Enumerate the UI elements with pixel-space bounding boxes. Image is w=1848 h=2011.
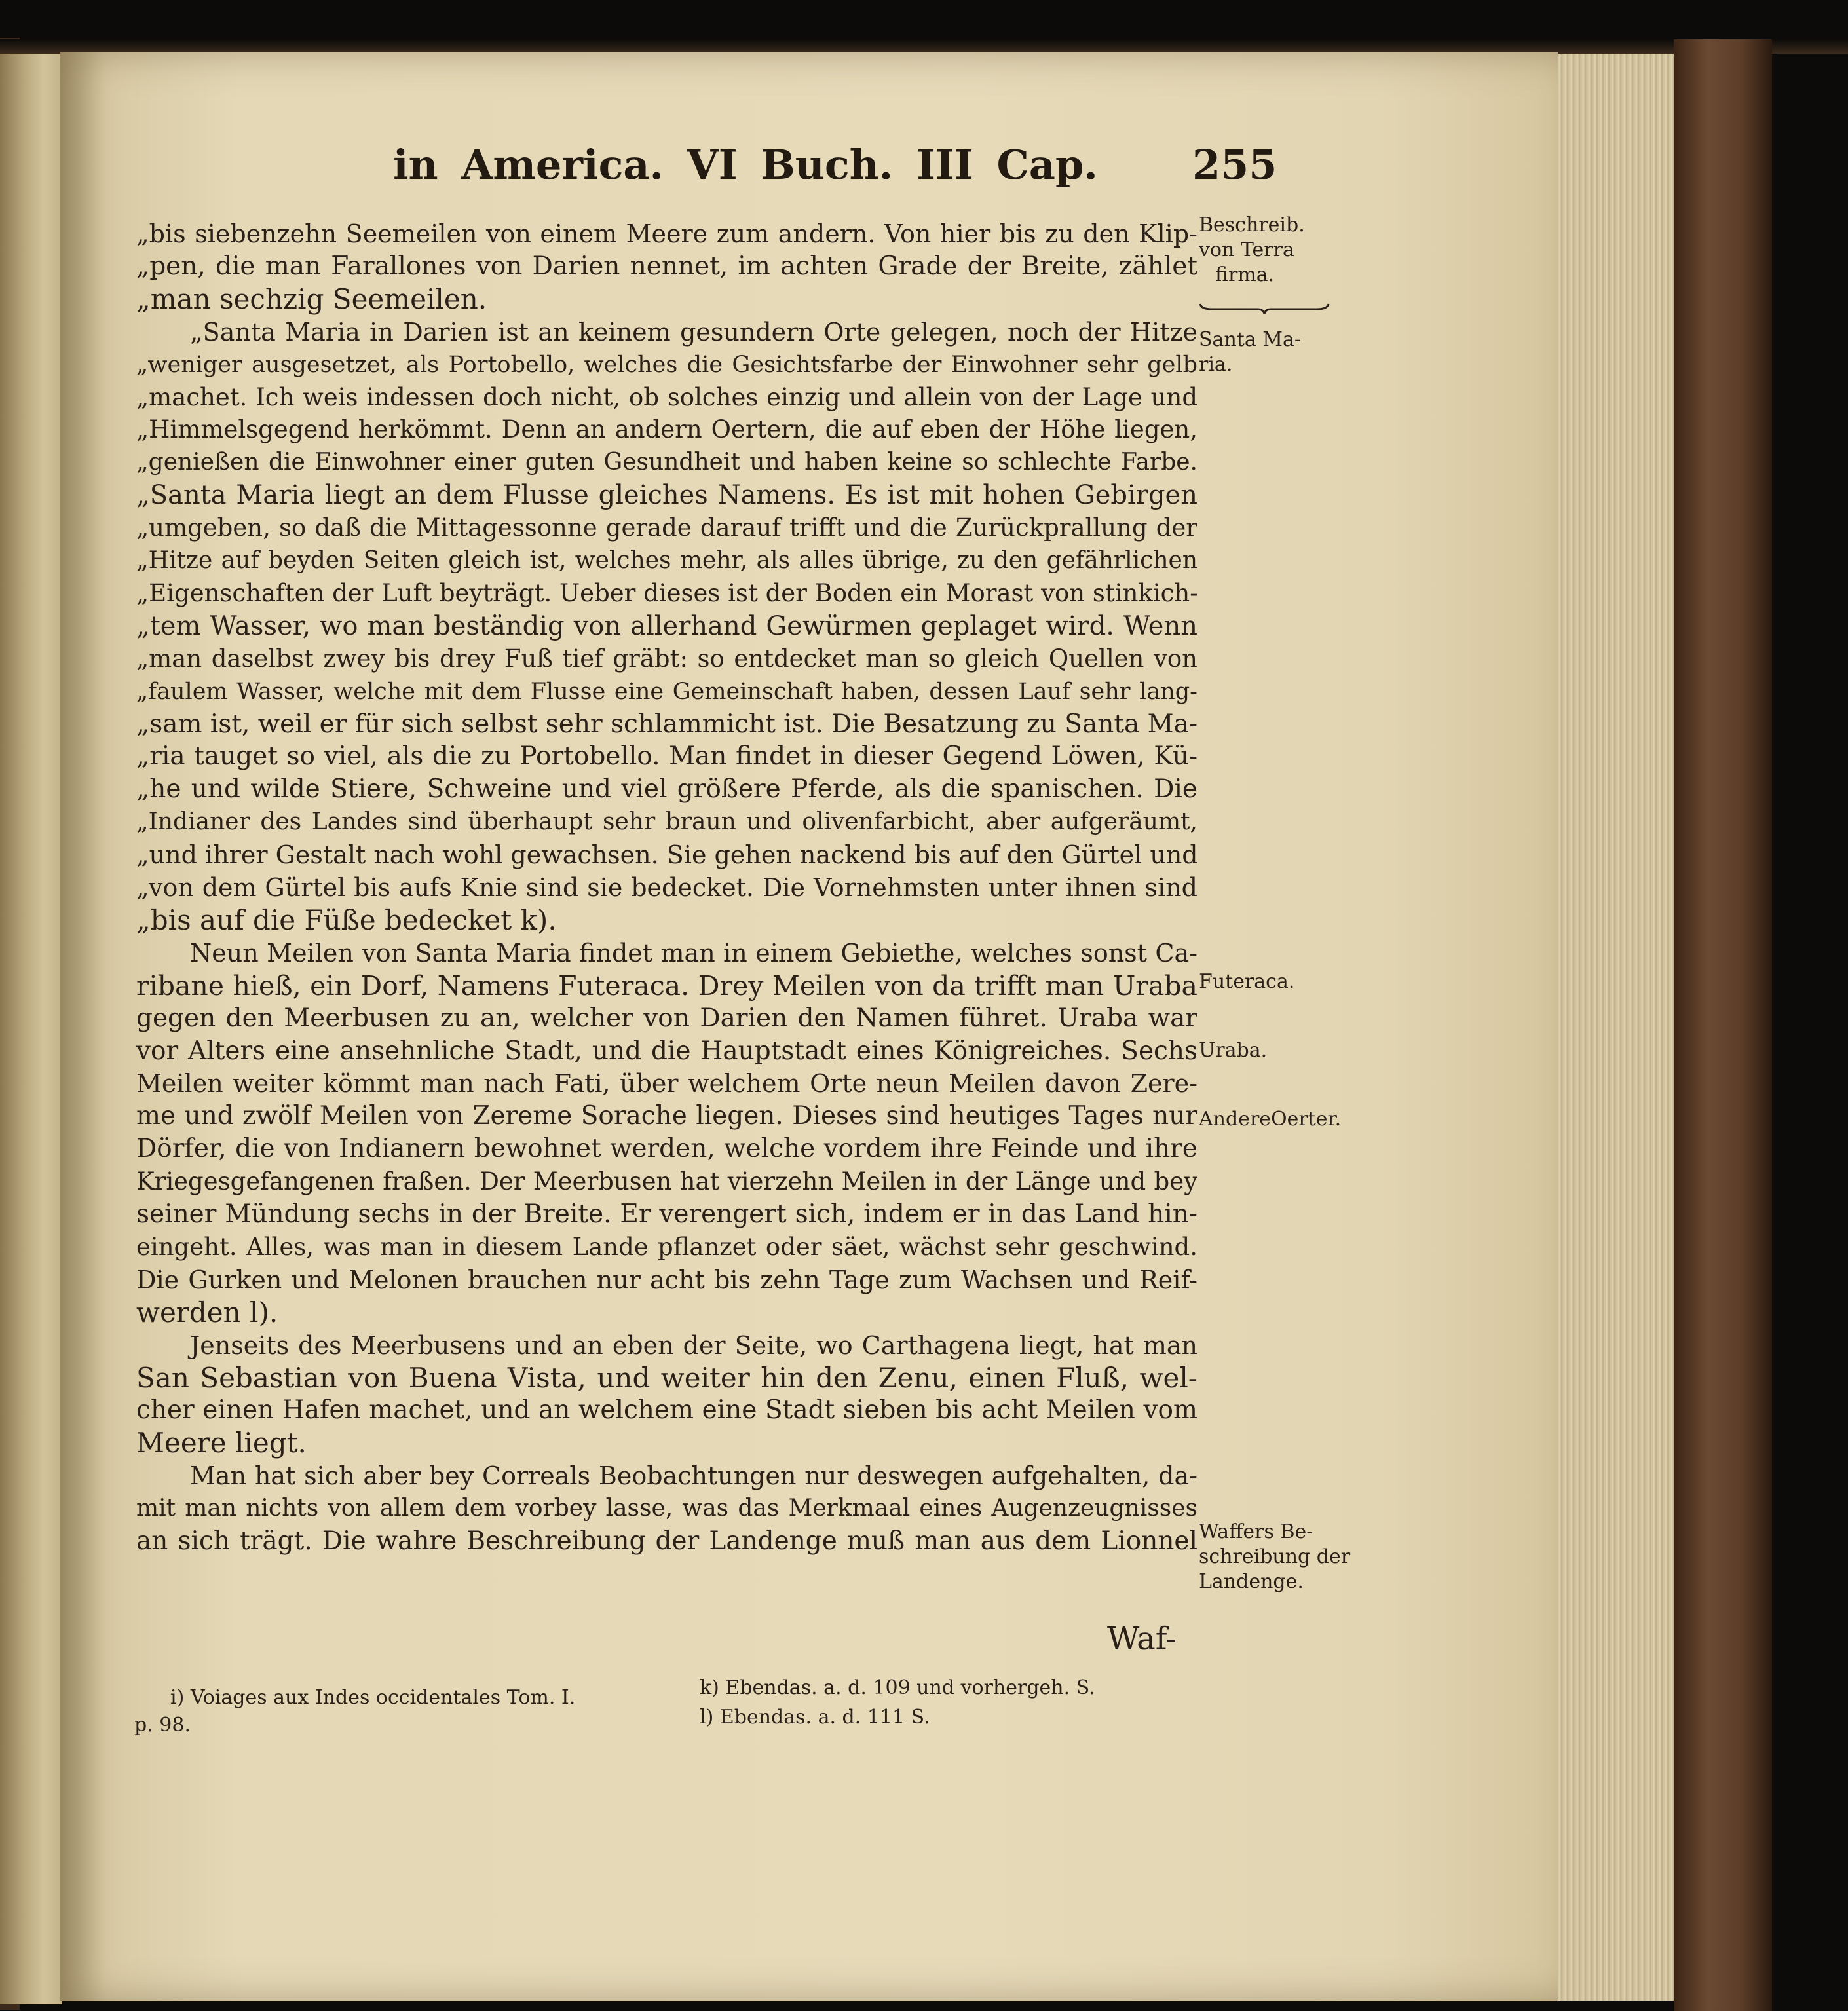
margin-note-line: Futeraca. [1199, 970, 1295, 993]
text-line: „genießen die Einwohner einer guten Gesundheit und haben keine so schlechte Farbe. [136, 449, 1197, 476]
text-line: cher einen Hafen machet, und an welchem eine Stadt sieben bis acht Meilen vom [136, 1395, 1197, 1425]
text-line: „Santa Maria in Darien ist an keinem gesundern Orte gelegen, noch der Hitze [190, 318, 1197, 347]
margin-note-line: firma. [1215, 263, 1275, 286]
margin-note-line: ria. [1199, 353, 1233, 376]
text-line: werden l). [136, 1296, 278, 1328]
text-line: „faulem Wasser, welche mit dem Flusse eine Gemeinschaft haben, dessen Lauf sehr lang- [136, 679, 1197, 705]
text-line: gegen den Meerbusen zu an, welcher von Darien den Namen führet. Uraba war [136, 1004, 1197, 1033]
running-title: in America. VI Buch. III Cap. [393, 141, 1098, 189]
text-line: „man sechzig Seemeilen. [136, 283, 487, 315]
text-line: Jenseits des Meerbusens und an eben der Seite, wo Carthagena liegt, hat man [190, 1331, 1197, 1360]
footnote-k: k) Ebendas. a. d. 109 und vorhergeh. S. [700, 1676, 1095, 1699]
text-line: vor Alters eine ansehnliche Stadt, und die Hauptstadt eines Königreiches. Sechs [136, 1036, 1197, 1066]
text-line: seiner Mündung sechs in der Breite. Er verengert sich, indem er in das Land hin- [136, 1199, 1197, 1229]
text-line: Meere liegt. [136, 1427, 307, 1459]
text-line: „weniger ausgesetzet, als Portobello, welches die Gesichtsfarbe der Einwohner sehr gelb [136, 352, 1197, 378]
text-line: „Hitze auf beyden Seiten gleich ist, welches mehr, als alles übrige, zu den gefährlichen [136, 547, 1197, 574]
footnote-i: i) Voiages aux Indes occidentales Tom. I. [170, 1686, 576, 1709]
margin-note [1199, 969, 1349, 994]
text-line: „Indianer des Landes sind überhaupt sehr braun und olivenfarbicht, aber aufgeräumt, [136, 808, 1197, 835]
catchword: Waf- [1107, 1621, 1177, 1657]
text-line: San Sebastian von Buena Vista, und weiter hin den Zenu, einen Fluß, wel- [136, 1362, 1197, 1394]
margin-note-line: Beschreib. [1199, 214, 1305, 236]
text-line: „pen, die man Farallones von Darien nennet, im achten Grade der Breite, zählet [136, 252, 1197, 281]
text-line: „sam ist, weil er für sich selbst sehr schlammicht ist. Die Besatzung zu Santa Ma- [136, 709, 1198, 739]
text-line: Dörfer, die von Indianern bewohnet werden, welche vordem ihre Feinde und ihre [136, 1134, 1197, 1163]
margin-note-line: AndereOerter. [1199, 1108, 1342, 1131]
text-line: ribane hieß, ein Dorf, Namens Futeraca. Drey Meilen von da trifft man Uraba [136, 970, 1197, 1002]
margin-note [1199, 213, 1349, 288]
text-line: „ria tauget so viel, als die zu Portobello. Man findet in dieser Gegend Löwen, Kü- [136, 742, 1197, 771]
margin-note [1199, 1038, 1349, 1063]
footnote-i-page: p. 98. [134, 1714, 191, 1737]
margin-note [1199, 328, 1349, 377]
text-line: Man hat sich aber bey Correals Beobachtungen nur deswegen aufgehalten, da- [190, 1461, 1197, 1490]
margin-note-line: Waffers Be- [1199, 1520, 1313, 1543]
text-line: „he und wilde Stiere, Schweine und viel größere Pferde, als die spanischen. Die [136, 774, 1197, 804]
text-line: eingeht. Alles, was man in diesem Lande pflanzet oder säet, wächst sehr geschwind. [136, 1233, 1197, 1261]
text-line: „man daselbst zwey bis drey Fuß tief gräbt: so entdecket man so gleich Quellen von [136, 645, 1197, 673]
margin-note-line: Santa Ma- [1199, 328, 1301, 351]
text-line: „von dem Gürtel bis aufs Knie sind sie bedecket. Die Vornehmsten unter ihnen sind [136, 873, 1197, 902]
margin-brace [1199, 303, 1330, 314]
text-line: „und ihrer Gestalt nach wohl gewachsen. Sie gehen nackend bis auf den Gürtel und [136, 840, 1198, 869]
margin-note-line: Landenge. [1199, 1570, 1304, 1593]
text-line: „bis siebenzehn Seemeilen von einem Meere zum andern. Von hier bis zu den Klip- [136, 219, 1197, 248]
margin-note-line: Uraba. [1199, 1039, 1268, 1062]
page-edges-stack [1558, 54, 1679, 2001]
footnote-l: l) Ebendas. a. d. 111 S. [700, 1706, 930, 1729]
text-line: Kriegesgefangenen fraßen. Der Meerbusen hat vierzehn Meilen in der Länge und bey [136, 1167, 1197, 1195]
right-book-cover [1674, 39, 1772, 2011]
text-line: an sich trägt. Die wahre Beschreibung der Landenge muß man aus dem Lionnel [136, 1526, 1197, 1556]
margin-note [1199, 1520, 1349, 1594]
margin-note-line: von Terra [1199, 238, 1294, 261]
text-line: me und zwölf Meilen von Zereme Sorache liegen. Dieses sind heutiges Tages nur [136, 1101, 1197, 1131]
margin-note-line: schreibung der [1199, 1545, 1351, 1568]
text-line: „Himmelsgegend herkömmt. Denn an andern Oertern, die auf eben der Höhe liegen, [136, 415, 1197, 443]
text-line: „tem Wasser, wo man beständig von allerhand Gewürmen geplaget wird. Wenn [136, 611, 1197, 641]
text-line: „machet. Ich weis indessen doch nicht, ob solches einzig und allein von der Lage und [136, 383, 1197, 411]
text-line: „umgeben, so daß die Mittagessonne gerade darauf trifft und die Zurückprallung der [136, 514, 1197, 542]
text-line: mit man nichts von allem dem vorbey lasse, was das Merkmaal eines Augenzeugnisses [136, 1495, 1197, 1522]
text-line: „Eigenschaften der Luft beyträgt. Ueber dieses ist der Boden ein Morast von stinkich- [136, 579, 1198, 607]
top-cover-edge [0, 39, 1848, 54]
left-page-edge [0, 46, 62, 2004]
text-line: Die Gurken und Melonen brauchen nur acht bis zehn Tage zum Wachsen und Reif- [136, 1266, 1197, 1294]
running-header [393, 141, 1284, 193]
text-line: „bis auf die Füße bedecket k). [136, 904, 557, 936]
text-line: Meilen weiter kömmt man nach Fati, über welchem Orte neun Meilen davon Zere- [136, 1069, 1197, 1098]
text-line: „Santa Maria liegt an dem Flusse gleiches Namens. Es ist mit hohen Gebirgen [136, 480, 1197, 510]
margin-note [1199, 1107, 1349, 1132]
text-line: Neun Meilen von Santa Maria findet man in einem Gebiethe, welches sonst Ca- [190, 939, 1197, 968]
page-number: 255 [1192, 141, 1277, 189]
